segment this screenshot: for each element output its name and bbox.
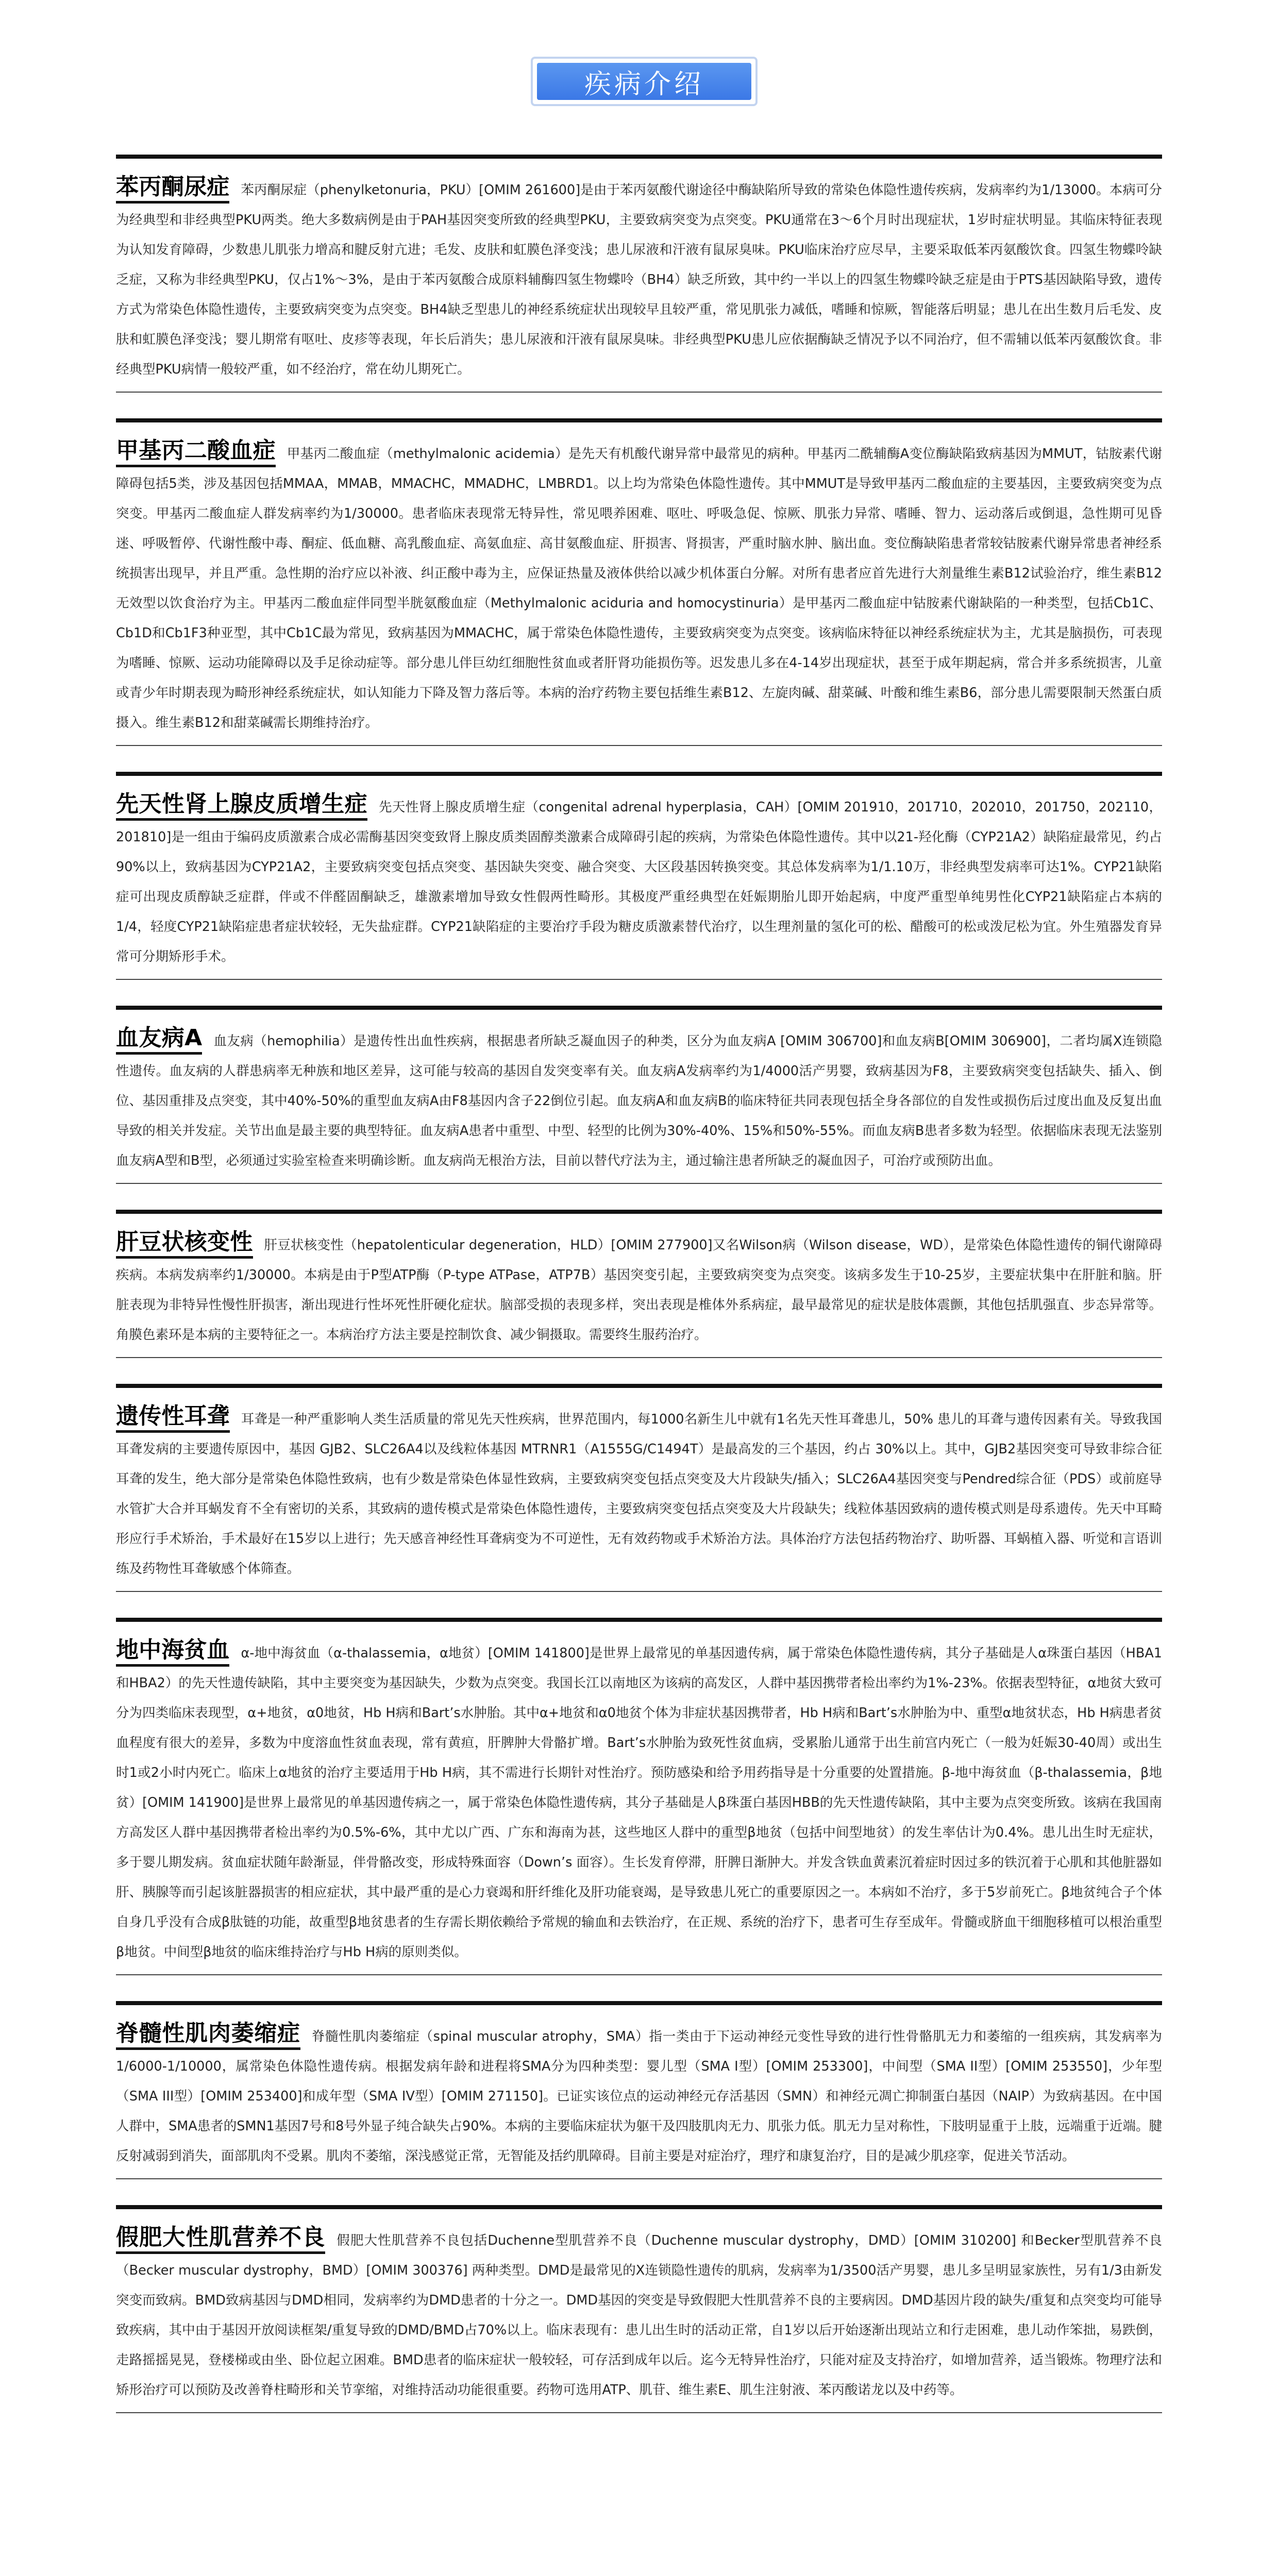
section-heading: 地中海贫血 (116, 1637, 229, 1667)
disease-sections (116, 155, 1162, 2439)
section-heading: 脊髓性肌肉萎缩症 (116, 2020, 300, 2050)
section-hereditary-deafness (116, 1384, 1162, 1584)
section-heading: 甲基丙二酸血症 (116, 437, 276, 467)
section-heading: 肝豆状核变性 (116, 1229, 253, 1259)
section-body: 肝豆状核变性（hepatolenticular degeneration，HLD）[OMIM 277900]又名Wilson病（Wilson disease，WD），是常染色体隐性遗传的铜代谢障碍疾病。本病发病率约1/30000。本病是由于P型ATP酶（P-type ATPase，ATP7B）基因突变引起，主要致病突变为点突变。该病多发生于10-25岁，主要症状集中在肝脏和脑。肝脏表现为非特异性慢性肝损害，渐出现进行性坏死性肝硬化症状。脑部受损的表现多样，突出表现是椎体外系病症，最早最常见的症状是肢体震颤，其他包括肌强直、步态异常等。角膜色素环是本病的主要特征之一。本病治疗方法主要是控制饮食、减少铜摄取。需要终生服药治疗。 (116, 1238, 1163, 1343)
section-heading: 遗传性耳聋 (116, 1403, 230, 1433)
section-body: 脊髓性肌肉萎缩症（spinal muscular atrophy，SMA）指一类由于下运动神经元变性导致的进行性骨骼肌无力和萎缩的一组疾病，其发病率为1/6000-1/10000，属常染色体隐性遗传病。根据发病年龄和进程将SMA分为四种类型：婴儿型（SMA I型）[OMIM 253300]，中间型（SMA II型）[OMIM 253550]，少年型（SMA III型）[OMIM 253400]和成年型（SMA IV型）[OMIM 271150]。已证实该位点的运动神经元存活基因（SMN）和神经元凋亡抑制蛋白基因（NAIP）为致病基因。在中国人群中，SMA患者的SMN1基因7号和8号外显子纯合缺失占90%。本病的主要临床症状为躯干及四肢肌肉无力、肌张力低。肌无力呈对称性，下肢明显重于上肢，远端重于近端。腱反射减弱到消失，面部肌肉不受累。肌肉不萎缩，深浅感觉正常，无智能及括约肌障碍。目前主要是对症治疗，理疗和康复治疗，目的是减少肌痉挛，促进关节活动。 (116, 2029, 1163, 2164)
section-heading: 假肥大性肌营养不良 (116, 2224, 325, 2254)
page-title: 疾病介绍 (537, 63, 751, 100)
page-title-box (531, 57, 758, 106)
section-hemophilia-a (116, 1006, 1162, 1176)
section-pku (116, 155, 1162, 384)
section-body: 假肥大性肌营养不良包括Duchenne型肌营养不良（Duchenne muscular dystrophy，DMD）[OMIM 310200] 和Becker型肌营养不良（Becker muscular dystrophy，BMD）[OMIM 300376] 两种类型。DMD是最常见的X连锁隐性遗传的肌病，发病率为1/3500活产男婴，患儿多呈明显家族性，另有1/3由新发突变而致病。BMD致病基因与DMD相同，发病率约为DMD患者的十分之一。DMD基因的突变是导致假肥大性肌营养不良的主要病因。DMD基因片段的缺失/重复和点突变均可能导致疾病，其中由于基因开放阅读框架/重复导致的DMD/BMD占70%以上。临床表现有：患儿出生时的活动正常，自1岁以后开始逐渐出现站立和行走困难，患儿动作笨拙，易跌倒，走路摇摇晃晃，登楼梯或由坐、卧位起立困难。BMD患者的临床症状一般较轻，可存活到成年以后。迄今无特异性治疗，只能对症及支持治疗，如增加营养，适当锻炼。物理疗法和矫形治疗可以预防及改善脊柱畸形和关节挛缩，对维持活动功能很重要。药物可选用ATP、肌苷、维生素E、肌生注射液、苯丙酸诺龙以及中药等。 (116, 2233, 1162, 2398)
section-body: α-地中海贫血（α-thalassemia，α地贫）[OMIM 141800]是世界上最常见的单基因遗传病，属于常染色体隐性遗传病，其分子基础是人α珠蛋白基因（HBA1和HBA2）的先天性遗传缺陷，其中主要突变为基因缺失，少数为点突变。我国长江以南地区为该病的高发区，人群中基因携带者检出率约为1%-23%。依据表型特征，α地贫大致可分为四类临床表现型，α+地贫，α0地贫，Hb H病和Bart’s水肿胎。其中α+地贫和α0地贫个体为非症状基因携带者，Hb H病和Bart’s水肿胎为中、重型α地贫状态，Hb H病患者贫血程度有很大的差异，多数为中度溶血性贫血表现，常有黄疸，肝脾肿大骨骼扩增。Bart’s水肿胎为致死性贫血病，受累胎儿通常于出生前宫内死亡（一般为妊娠30-40周）或出生时1或2小时内死亡。临床上α地贫的治疗主要适用于Hb H病，其不需进行长期针对性治疗。预防感染和给予用药指导是十分重要的处置措施。β-地中海贫血（β-thalassemia，β地贫）[OMIM 141900]是世界上最常见的单基因遗传病之一，属于常染色体隐性遗传病，其分子基础是人β珠蛋白基因HBB的先天性遗传缺陷，其中主要为点突变所致。该病在我国南方高发区人群中基因携带者检出率约为0.5%-6%，其中尤以广西、广东和海南为甚，这些地区人群中的重型β地贫（包括中间型地贫）的发生率估计为0.4%。患儿出生时无症状，多于婴儿期发病。贫血症状随年龄渐显，伴骨骼改变，形成特殊面容（Down’s 面容）。生长发育停滞，肝脾日渐肿大。并发含铁血黄素沉着症时因过多的铁沉着于心肌和其他脏器如肝、胰腺等而引起该脏器损害的相应症状，其中最严重的是心力衰竭和肝纤维化及肝功能衰竭，是导致患儿死亡的重要原因之一。本病如不治疗，多于5岁前死亡。β地贫纯合子个体自身几乎没有合成β肽链的功能，故重型β地贫患者的生存需长期依赖给予常规的输血和去铁治疗，在正规、系统的治疗下，患者可生存至成年。骨髓或脐血干细胞移植可以根治重型β地贫。中间型β地贫的临床维持治疗与Hb H病的原则类似。 (116, 1646, 1163, 1960)
section-dmd (116, 2205, 1162, 2405)
section-body: 先天性肾上腺皮质增生症（congenital adrenal hyperplasia，CAH）[OMIM 201910，201710，202010，201750，202110，201810]是一组由于编码皮质激素合成必需酶基因突变致肾上腺皮质类固醇类激素合成障碍引起的疾病，为常染色体隐性遗传。其中以21-羟化酶（CYP21A2）缺陷症最常见，约占90%以上，致病基因为CYP21A2，主要致病突变包括点突变、基因缺失突变、融合突变、大区段基因转换突变。其总体发病率为1/1.10万，非经典型发病率可达1%。CYP21缺陷症可出现皮质醇缺乏症群，伴或不伴醛固酮缺乏，雄激素增加导致女性假两性畸形。其极度严重经典型在妊娠期胎儿即开始起病，中度严重型单纯男性化CYP21缺陷症占本病的1/4，轻度CYP21缺陷症患者症状较轻，无失盐症群。CYP21缺陷症的主要治疗手段为糖皮质激素替代治疗，以生理剂量的氢化可的松、醋酸可的松或泼尼松为宜。外生殖器发育异常可分期矫形手术。 (116, 800, 1163, 964)
section-methylmalonic-acidemia (116, 418, 1162, 738)
section-heading: 先天性肾上腺皮质增生症 (116, 791, 367, 821)
section-cah (116, 772, 1162, 972)
section-wilson-disease (116, 1210, 1162, 1350)
section-body: 血友病（hemophilia）是遗传性出血性疾病，根据患者所缺乏凝血因子的种类，区分为血友病A [OMIM 306700]和血友病B[OMIM 306900]，二者均属X连锁隐性遗传。血友病的人群患病率无种族和地区差异，这可能与较高的基因自发突变率有关。血友病A发病率约为1/4000活产男婴，致病基因为F8，主要致病突变包括缺失、插入、倒位、基因重排及点突变，其中40%-50%的重型血友病A由F8基因内含子22倒位引起。血友病A和血友病B的临床特征共同表现包括全身各部位的自发性或损伤后过度出血及反复出血导致的相关并发症。关节出血是最主要的典型特征。血友病A患者中重型、中型、轻型的比例为30%-40%、15%和50%-55%。而血友病B患者多数为轻型。依据临床表现无法鉴别血友病A型和B型，必须通过实验室检查来明确诊断。血友病尚无根治方法，目前以替代疗法为主，通过输注患者所缺乏的凝血因子，可治疗或预防出血。 (116, 1033, 1162, 1168)
section-heading: 苯丙酮尿症 (116, 174, 229, 204)
section-body: 苯丙酮尿症（phenylketonuria，PKU）[OMIM 261600]是由于苯丙氨酸代谢途径中酶缺陷所导致的常染色体隐性遗传疾病，发病率约为1/13000。本病可分为经典型和非经典型PKU两类。绝大多数病例是由于PAH基因突变所致的经典型PKU，主要致病突变为点突变。PKU通常在3～6个月时出现症状，1岁时症状明显。其临床特征表现为认知发育障碍，少数患儿肌张力增高和腱反射亢进；毛发、皮肤和虹膜色泽变浅；患儿尿液和汗液有鼠尿臭味。PKU临床治疗应尽早，主要采取低苯丙氨酸饮食。四氢生物蝶呤缺乏症，又称为非经典型PKU，仅占1%～3%，是由于苯丙氨酸合成原料辅酶四氢生物蝶呤（BH4）缺乏所致，其中约一半以上的四氢生物蝶呤缺乏症是由于PTS基因缺陷导致，遗传方式为常染色体隐性遗传，主要致病突变为点突变。BH4缺乏型患儿的神经系统症状出现较早且较严重，常见肌张力减低，嗜睡和惊厥，智能落后明显；患儿在出生数月后毛发、皮肤和虹膜色泽变浅；婴儿期常有呕吐、皮疹等表现，年长后消失；患儿尿液和汗液有鼠尿臭味。非经典型PKU患儿应依据酶缺乏情况予以不同治疗，但不需辅以低苯丙氨酸饮食。非经典型PKU病情一般较严重，如不经治疗，常在幼儿期死亡。 (116, 182, 1163, 377)
section-thalassemia (116, 1618, 1162, 1967)
section-heading: 血友病A (116, 1025, 202, 1055)
section-body: 甲基丙二酸血症（methylmalonic acidemia）是先天有机酸代谢异常中最常见的病种。甲基丙二酰辅酶A变位酶缺陷致病基因为MMUT，钴胺素代谢障碍包括5类，涉及基因包括MMAA，MMAB，MMACHC，MMADHC，LMBRD1。以上均为常染色体隐性遗传。其中MMUT是导致甲基丙二酸血症的主要基因，主要致病突变为点突变。甲基丙二酸血症人群发病率约为1/30000。患者临床表现常无特异性，常见喂养困难、呕吐、呼吸急促、惊厥、肌张力异常、嗜睡、智力、运动落后或倒退，急性期可见昏迷、呼吸暂停、代谢性酸中毒、酮症、低血糖、高乳酸血症、高氨血症、高甘氨酸血症、肝损害、肾损害，严重时脑水肿、脑出血。变位酶缺陷患者常较钴胺素代谢异常患者神经系统损害出现早，并且严重。急性期的治疗应以补液、纠正酸中毒为主，应保证热量及液体供给以减少机体蛋白分解。对所有患者应首先进行大剂量维生素B12试验治疗，维生素B12无效型以饮食治疗为主。甲基丙二酸血症伴同型半胱氨酸血症（Methylmalonic aciduria and homocystinuria）是甲基丙二酸血症中钴胺素代谢缺陷的一种类型，包括Cb1C、Cb1D和Cb1F3种亚型，其中Cb1C最为常见，致病基因为MMACHC，属于常染色体隐性遗传，主要致病突变为点突变。该病临床特征以神经系统症状为主，尤其是脑损伤，可表现为嗜睡、惊厥、运动功能障碍以及手足徐动症等。部分患儿伴巨幼红细胞性贫血或者肝肾功能损伤等。迟发患儿多在4-14岁出现症状，甚至于成年期起病，常合并多系统损害，儿童或青少年时期表现为畸形神经系统症状，如认知能力下降及智力落后等。本病的治疗药物主要包括维生素B12、左旋肉碱、甜菜碱、叶酸和维生素B6，部分患儿需要限制天然蛋白质摄入。维生素B12和甜菜碱需长期维持治疗。 (116, 446, 1162, 731)
section-body: 耳聋是一种严重影响人类生活质量的常见先天性疾病，世界范围内，每1000名新生儿中就有1名先天性耳聋患儿，50% 患儿的耳聋与遗传因素有关。导致我国耳聋发病的主要遗传原因中，基因 GJB2、SLC26A4以及线粒体基因 MTRNR1（A1555G/C1494T）是最高发的三个基因，约占 30%以上。其中，GJB2基因突变可导致非综合征耳聋的发生，绝大部分是常染色体隐性致病，也有少数是常染色体显性致病，主要致病突变包括点突变及大片段缺失/插入；SLC26A4基因突变与Pendred综合征（PDS）或前庭导水管扩大合并耳蜗发育不全有密切的关系，其致病的遗传模式是常染色体隐性遗传，主要致病突变包括点突变及大片段缺失；线粒体基因致病的遗传模式则是母系遗传。先天中耳畸形应行手术矫治，手术最好在15岁以上进行；先天感音神经性耳聋病变为不可逆性，无有效药物或手术矫治方法。具体治疗方法包括药物治疗、助听器、耳蜗植入器、听觉和言语训练及药物性耳聋敏感个体筛查。 (116, 1412, 1162, 1577)
section-sma (116, 2001, 1162, 2171)
